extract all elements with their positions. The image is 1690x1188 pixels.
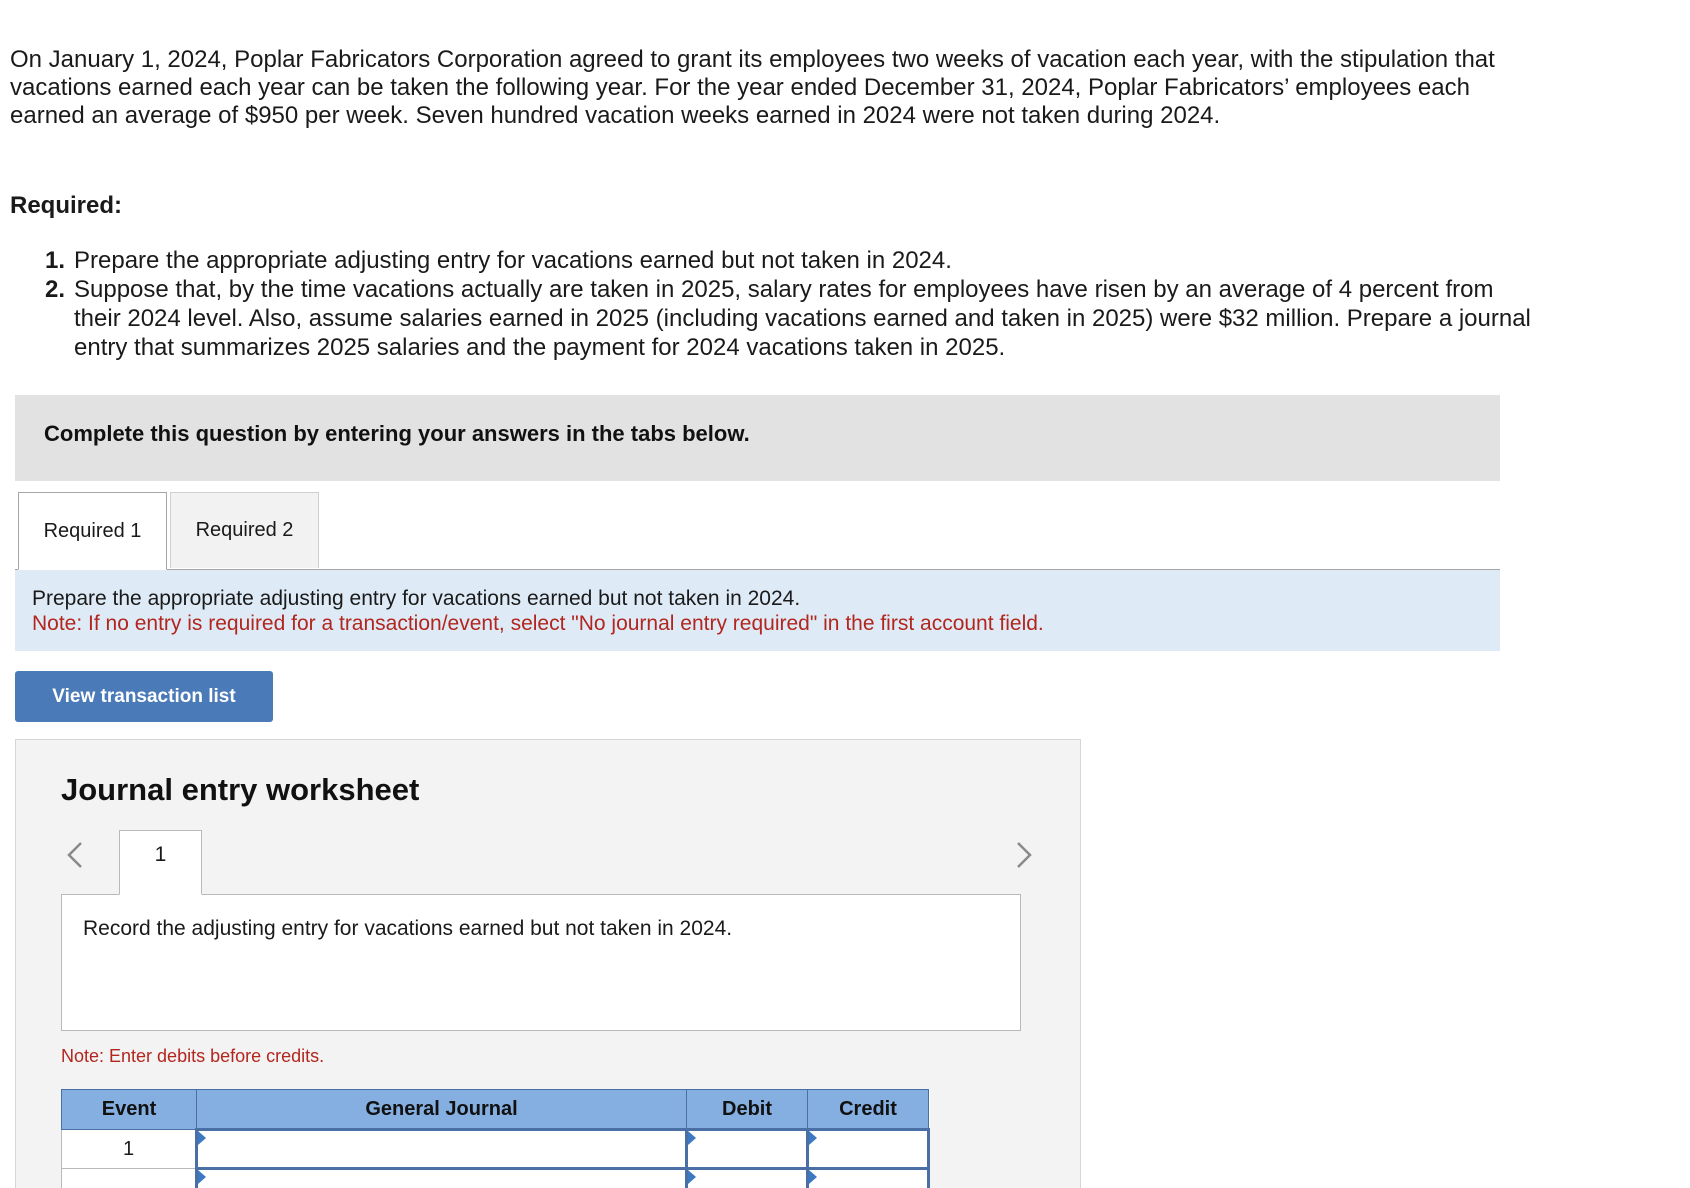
entry-description-box [61, 894, 1021, 1031]
journal-header-row [62, 1090, 929, 1130]
debit-input-cell[interactable] [687, 1130, 808, 1169]
required-heading: Required: [10, 192, 123, 219]
column-header-general-journal: General Journal [197, 1090, 687, 1130]
account-input[interactable] [198, 1131, 685, 1167]
account-input-cell[interactable] [197, 1130, 687, 1169]
account-input[interactable] [198, 1170, 685, 1188]
instruction-bar [15, 395, 1500, 481]
debit-input[interactable] [688, 1131, 806, 1167]
column-header-credit: Credit [808, 1090, 929, 1130]
debits-before-credits-note: Note: Enter debits before credits. [61, 1046, 325, 1066]
required-item-text: Prepare the appropriate adjusting entry for vacations earned but not taken in 2024. [74, 247, 952, 274]
event-cell: 1 [62, 1130, 197, 1169]
entry-tab-1[interactable]: 1 [119, 830, 202, 895]
prompt-bar [15, 570, 1500, 651]
problem-statement: On January 1, 2024, Poplar Fabricators Corporation agreed to grant its employees two weeks of vacation each year, with the stipulation that vacations earned each year can be taken the following year. For the year ended December 31, 2024, Poplar Fabricators’ employees each earned an average of $950 per week. Seven hundred vacation weeks earned in 2024 were not taken during 2024. [10, 46, 1495, 129]
chevron-left-icon[interactable] [60, 840, 90, 870]
chevron-right-icon[interactable] [1009, 840, 1039, 870]
required-item-number: 1. [45, 247, 66, 274]
table-row [62, 1169, 929, 1188]
prompt-text: Prepare the appropriate adjusting entry for vacations earned but not taken in 2024. [32, 587, 801, 610]
table-row [62, 1130, 929, 1169]
credit-input[interactable] [809, 1170, 927, 1188]
tab-required-2[interactable]: Required 2 [170, 492, 319, 568]
event-cell [62, 1169, 197, 1188]
journal-table [61, 1089, 930, 1188]
view-transaction-list-button[interactable]: View transaction list [15, 671, 273, 722]
required-tabs [15, 492, 1500, 570]
credit-input[interactable] [809, 1131, 927, 1167]
worksheet-title: Journal entry worksheet [61, 772, 420, 807]
debit-input-cell[interactable] [687, 1169, 808, 1188]
account-input-cell[interactable] [197, 1169, 687, 1188]
instruction-text: Complete this question by entering your answers in the tabs below. [44, 421, 750, 446]
required-item-text: Suppose that, by the time vacations actually are taken in 2025, salary rates for employees have risen by an average of 4 percent from their 2024 level. Also, assume salaries earned in 2025 (including vacations earned and taken in 2025) were $32 million. Prepare a journal entry that summarizes 2025 salaries and the payment for 2024 vacations taken in 2025. [74, 276, 1531, 361]
debit-input[interactable] [688, 1170, 806, 1188]
tab-required-1[interactable]: Required 1 [18, 492, 167, 570]
column-header-event: Event [62, 1090, 197, 1130]
credit-input-cell[interactable] [808, 1130, 929, 1169]
prompt-note: Note: If no entry is required for a transaction/event, select "No journal entry required" in the first account field. [32, 612, 1044, 635]
journal-entry-worksheet [15, 739, 1081, 1188]
column-header-debit: Debit [687, 1090, 808, 1130]
credit-input-cell[interactable] [808, 1169, 929, 1188]
entry-description: Record the adjusting entry for vacations earned but not taken in 2024. [83, 917, 733, 940]
required-item [45, 246, 1545, 275]
required-item [45, 275, 1545, 362]
required-item-number: 2. [45, 276, 66, 303]
required-list [45, 246, 1545, 362]
